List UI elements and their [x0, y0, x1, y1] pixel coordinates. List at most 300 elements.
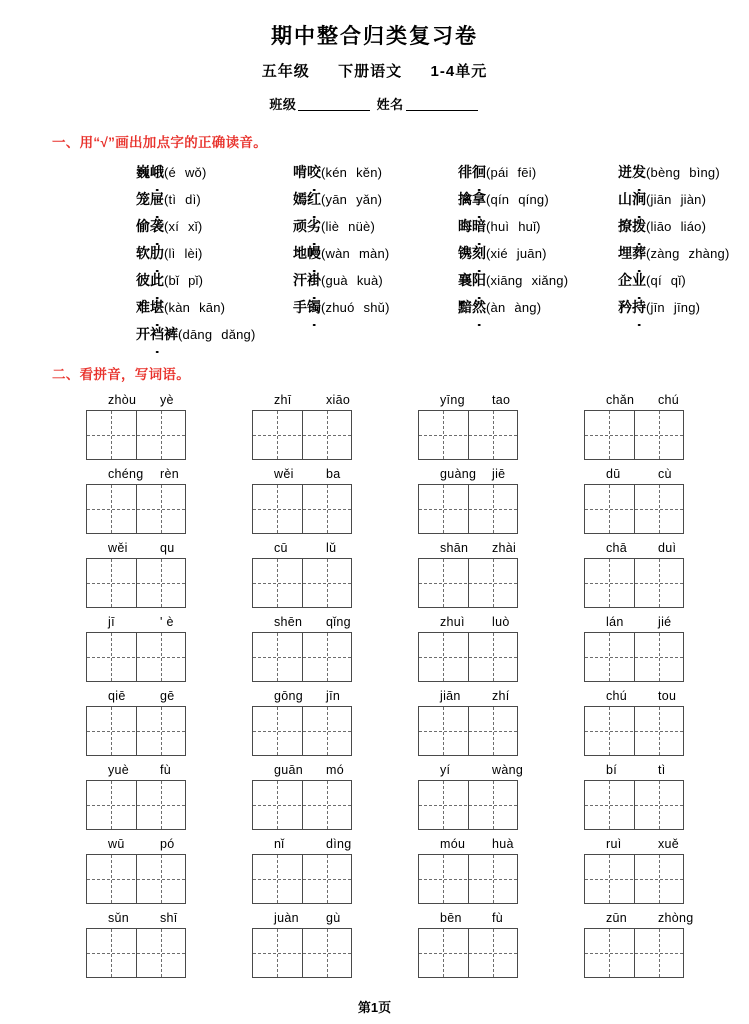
word-char: 徘 [458, 166, 472, 182]
pinyin-choice-item[interactable] [136, 214, 293, 241]
dotted-char: 肋 [150, 242, 164, 268]
tianzige-box[interactable] [252, 632, 352, 682]
tianzige-cell[interactable] [136, 781, 185, 829]
tianzige-cell[interactable] [87, 855, 136, 903]
pinyin-option-b[interactable]: jīng [673, 300, 696, 316]
write-word-cell [418, 834, 584, 908]
tianzige-cell[interactable] [87, 781, 136, 829]
tianzige-cell[interactable] [87, 633, 136, 681]
pinyin-option-a[interactable]: zàng [650, 246, 680, 262]
tianzige-box[interactable] [252, 780, 352, 830]
tianzige-box[interactable] [584, 854, 684, 904]
tianzige-box[interactable] [252, 928, 352, 978]
pinyin-option-a[interactable]: kàn [168, 300, 191, 316]
tianzige-cell[interactable] [419, 707, 468, 755]
write-word-cell [584, 612, 749, 686]
pinyin-option-b[interactable]: kuà [356, 273, 379, 289]
pinyin-choice-item[interactable] [136, 322, 293, 349]
pinyin-option-a[interactable]: bǐ [168, 273, 180, 289]
tianzige-cell[interactable] [87, 485, 136, 533]
tianzige-box[interactable] [584, 632, 684, 682]
pinyin-choice-item[interactable] [458, 187, 618, 214]
tianzige-cell[interactable] [634, 781, 683, 829]
tianzige-cell[interactable] [634, 411, 683, 459]
pinyin-syllable-1: wěi [274, 467, 294, 482]
tianzige-cell[interactable] [419, 855, 468, 903]
pinyin-option-b[interactable]: àng [514, 300, 537, 316]
word-char: 襄 [458, 274, 472, 290]
write-word-cell [252, 760, 418, 834]
pinyin-options: (qí qǐ) [646, 273, 686, 289]
pinyin-option-b[interactable]: qíng [518, 192, 545, 208]
pinyin-options: (dāng dǎng) [178, 327, 256, 343]
tianzige-cell[interactable] [634, 855, 683, 903]
dotted-char: 徊 [472, 161, 486, 187]
tianzige-cell[interactable] [253, 855, 302, 903]
pinyin-option-b[interactable]: xiǎng [531, 273, 564, 289]
pinyin-prompt [86, 908, 252, 928]
tianzige-cell[interactable] [468, 633, 517, 681]
pinyin-option-b[interactable]: fēi [517, 165, 532, 181]
subject-label: 下册语文 [338, 63, 403, 81]
tianzige-cell[interactable] [253, 781, 302, 829]
write-word-cell [86, 908, 252, 982]
word-char: 笼 [136, 193, 150, 209]
pinyin-syllable-1: gōng [274, 689, 304, 704]
choice-word [458, 166, 486, 181]
word-char: 擒 [458, 193, 472, 209]
tianzige-box[interactable] [86, 706, 186, 756]
pinyin-syllable-2: lǔ [326, 541, 337, 556]
dotted-char: 屉 [150, 188, 164, 214]
pinyin-choice-item[interactable] [293, 214, 458, 241]
pinyin-option-b[interactable]: wǒ [184, 165, 202, 181]
write-word-cell [418, 686, 584, 760]
tianzige-cell[interactable] [87, 559, 136, 607]
tianzige-cell[interactable] [585, 411, 634, 459]
pinyin-syllable-1: sǔn [108, 911, 130, 926]
tianzige-cell[interactable] [136, 855, 185, 903]
tianzige-cell[interactable] [302, 707, 351, 755]
pinyin-syllable-1: ruì [606, 837, 622, 852]
pinyin-prompt [252, 464, 418, 484]
pinyin-syllable-1: jī [108, 615, 115, 630]
pinyin-prompt [86, 612, 252, 632]
pinyin-prompt [584, 464, 749, 484]
dotted-char: 堪 [150, 296, 164, 322]
grade-label: 五年级 [261, 63, 310, 81]
pinyin-options: (kén kěn) [321, 165, 383, 181]
pinyin-option-b[interactable]: lèi [184, 246, 199, 262]
tianzige-cell[interactable] [585, 559, 634, 607]
tianzige-cell[interactable] [585, 929, 634, 977]
pinyin-prompt [252, 686, 418, 706]
pinyin-syllable-1: móu [440, 837, 466, 852]
pinyin-option-b[interactable]: nüè [348, 219, 371, 235]
pinyin-choice-item[interactable] [458, 241, 618, 268]
pinyin-option-b[interactable]: liáo [680, 219, 702, 235]
tianzige-cell[interactable] [253, 411, 302, 459]
pinyin-options: (xí xǐ) [164, 219, 203, 235]
pinyin-option-a[interactable]: zhuó [325, 300, 355, 316]
pinyin-prompt [86, 760, 252, 780]
pinyin-options: (zhuó shǔ) [321, 300, 390, 316]
pinyin-option-b[interactable]: juān [516, 246, 543, 262]
pinyin-syllable-1: chā [606, 541, 628, 556]
choice-word [136, 328, 178, 343]
write-word-cell [418, 390, 584, 464]
pinyin-option-a[interactable]: bèng [650, 165, 681, 181]
write-word-cell [418, 538, 584, 612]
tianzige-box[interactable] [418, 854, 518, 904]
tianzige-cell[interactable] [253, 485, 302, 533]
tianzige-cell[interactable] [468, 707, 517, 755]
pinyin-prompt [418, 538, 584, 558]
pinyin-syllable-1: lán [606, 615, 624, 630]
pinyin-prompt [86, 834, 252, 854]
pinyin-syllable-2: cù [658, 467, 672, 482]
name-label: 姓名 [376, 97, 404, 113]
tianzige-cell[interactable] [136, 485, 185, 533]
tianzige-cell[interactable] [468, 411, 517, 459]
tianzige-cell[interactable] [585, 855, 634, 903]
tianzige-cell[interactable] [136, 929, 185, 977]
tianzige-box[interactable] [86, 558, 186, 608]
tianzige-cell[interactable] [87, 707, 136, 755]
pinyin-choice-item[interactable] [618, 214, 749, 241]
write-word-cell [252, 464, 418, 538]
pinyin-choice-item[interactable] [618, 295, 749, 322]
pinyin-syllable-2: xiāo [326, 393, 351, 408]
tianzige-box[interactable] [418, 780, 518, 830]
dotted-char: 葬 [632, 242, 646, 268]
tianzige-cell[interactable] [87, 411, 136, 459]
pinyin-option-b[interactable]: jiàn [680, 192, 702, 208]
pinyin-prompt [418, 760, 584, 780]
pinyin-syllable-1: nǐ [274, 837, 285, 852]
word-char: 开 [136, 328, 150, 344]
pinyin-option-a[interactable]: jiān [650, 192, 672, 208]
pinyin-option-a[interactable]: jīn [650, 300, 665, 316]
tianzige-cell[interactable] [634, 929, 683, 977]
pinyin-option-b[interactable]: pǐ [188, 273, 199, 289]
word-char: 山 [618, 193, 632, 209]
pinyin-option-b[interactable]: qǐ [670, 273, 682, 289]
tianzige-cell[interactable] [468, 929, 517, 977]
tianzige-cell[interactable] [302, 411, 351, 459]
word-char: 汗 [293, 274, 307, 290]
pinyin-syllable-2: ba [326, 467, 341, 482]
word-char: 啃 [293, 166, 307, 182]
tianzige-cell[interactable] [585, 485, 634, 533]
page-footer: 第1页 [357, 1000, 392, 1015]
pinyin-option-a[interactable]: guà [325, 273, 348, 289]
pinyin-syllable-1: yīng [440, 393, 465, 408]
pinyin-syllable-1: juàn [274, 911, 299, 926]
dotted-char: 拿 [472, 188, 486, 214]
pinyin-choice-item[interactable] [618, 241, 749, 268]
pinyin-choice-item[interactable] [458, 295, 618, 322]
pinyin-option-a[interactable]: liè [325, 219, 340, 235]
tianzige-box[interactable] [584, 484, 684, 534]
pinyin-syllable-1: guàng [440, 467, 477, 482]
tianzige-box[interactable] [252, 558, 352, 608]
tianzige-cell[interactable] [468, 781, 517, 829]
pinyin-option-b[interactable]: zhàng [688, 246, 725, 262]
choice-word [136, 166, 164, 181]
pinyin-option-b[interactable]: huǐ [518, 219, 537, 235]
pinyin-option-a[interactable]: é [168, 165, 176, 181]
pinyin-choice-item[interactable] [136, 295, 293, 322]
pinyin-choice-item[interactable] [136, 160, 293, 187]
pinyin-prompt [252, 612, 418, 632]
pinyin-syllable-1: bí [606, 763, 618, 778]
tianzige-cell[interactable] [302, 633, 351, 681]
dotted-char: 涧 [632, 188, 646, 214]
pinyin-prompt [252, 908, 418, 928]
write-word-cell [86, 464, 252, 538]
tianzige-box[interactable] [418, 484, 518, 534]
tianzige-box[interactable] [86, 484, 186, 534]
pinyin-option-a[interactable]: qín [490, 192, 510, 208]
choice-word [136, 301, 164, 316]
write-word-cell [418, 464, 584, 538]
pinyin-option-b[interactable]: kān [199, 300, 221, 316]
pinyin-choice-item[interactable] [618, 187, 749, 214]
pinyin-option-a[interactable]: wàn [325, 246, 350, 262]
dotted-char: 峨 [150, 161, 164, 187]
pinyin-choice-item[interactable] [293, 295, 458, 322]
tianzige-box[interactable] [584, 558, 684, 608]
dotted-char: 红 [307, 188, 321, 214]
tianzige-box[interactable] [418, 928, 518, 978]
pinyin-syllable-1: zhòu [108, 393, 137, 408]
tianzige-cell[interactable] [634, 559, 683, 607]
dotted-char: 袭 [150, 215, 164, 241]
tianzige-cell[interactable] [634, 485, 683, 533]
pinyin-syllable-1: shēn [274, 615, 303, 630]
choice-word [293, 193, 321, 208]
name-blank-field[interactable] [406, 97, 478, 111]
pinyin-choice-item[interactable] [293, 160, 458, 187]
tianzige-box[interactable] [86, 928, 186, 978]
pinyin-syllable-2: dìng [326, 837, 352, 852]
pinyin-syllable-2: rèn [160, 467, 179, 482]
pinyin-option-a[interactable]: lì [168, 246, 176, 262]
pinyin-choice-item[interactable] [136, 241, 293, 268]
pinyin-syllable-2: huà [492, 837, 514, 852]
dotted-char: 业 [632, 269, 646, 295]
pinyin-option-a[interactable]: xié [490, 246, 508, 262]
section-1-heading: 一、用“√”画出加点字的正确读音。 [52, 135, 268, 151]
write-word-cell [86, 390, 252, 464]
tianzige-cell[interactable] [302, 559, 351, 607]
tianzige-cell[interactable] [419, 633, 468, 681]
pinyin-syllable-1: zhī [274, 393, 292, 408]
tianzige-box[interactable] [418, 558, 518, 608]
pinyin-option-a[interactable]: kén [325, 165, 348, 181]
pinyin-options: (xié juān) [486, 246, 547, 262]
tianzige-box[interactable] [418, 410, 518, 460]
pinyin-syllable-1: cū [274, 541, 288, 556]
pinyin-options: (yān yǎn) [321, 192, 383, 208]
pinyin-option-a[interactable]: liāo [650, 219, 672, 235]
pinyin-syllable-2: wàng [492, 763, 524, 778]
dotted-char: 劣 [307, 215, 321, 241]
pinyin-option-b[interactable]: dì [185, 192, 197, 208]
word-char: 埋 [618, 247, 632, 263]
pinyin-option-a[interactable]: tì [168, 192, 177, 208]
pinyin-option-b[interactable]: xǐ [188, 219, 198, 235]
pinyin-options: (é wǒ) [164, 165, 207, 181]
tianzige-cell[interactable] [419, 485, 468, 533]
write-word-cell [584, 538, 749, 612]
tianzige-box[interactable] [418, 632, 518, 682]
word-char: 彼 [136, 274, 150, 290]
pinyin-prompt [86, 390, 252, 410]
pinyin-option-b[interactable]: màn [358, 246, 385, 262]
tianzige-cell[interactable] [585, 633, 634, 681]
pinyin-choice-item[interactable] [618, 160, 749, 187]
tianzige-cell[interactable] [468, 855, 517, 903]
tianzige-cell[interactable] [634, 707, 683, 755]
dotted-char: 拨 [632, 215, 646, 241]
word-char: 晦 [458, 220, 472, 236]
dotted-char: 阳 [472, 269, 486, 295]
pinyin-choice-item[interactable] [618, 268, 749, 295]
tianzige-box[interactable] [584, 780, 684, 830]
dotted-char: 褂 [307, 269, 321, 295]
pinyin-option-b[interactable]: dǎng [221, 327, 251, 343]
tianzige-cell[interactable] [468, 485, 517, 533]
tianzige-cell[interactable] [419, 929, 468, 977]
tianzige-cell[interactable] [253, 929, 302, 977]
tianzige-box[interactable] [584, 410, 684, 460]
pinyin-option-a[interactable]: huì [490, 219, 510, 235]
pinyin-option-b[interactable]: bìng [689, 165, 716, 181]
pinyin-options: (wàn màn) [321, 246, 390, 262]
tianzige-cell[interactable] [302, 855, 351, 903]
pinyin-choice-item[interactable] [458, 160, 618, 187]
tianzige-box[interactable] [252, 484, 352, 534]
pinyin-choice-item[interactable] [293, 241, 458, 268]
pinyin-prompt [584, 686, 749, 706]
pinyin-option-b[interactable]: yǎn [356, 192, 378, 208]
dotted-char: 然 [472, 296, 486, 322]
pinyin-choice-item[interactable] [293, 187, 458, 214]
pinyin-option-a[interactable]: pái [490, 165, 509, 181]
pinyin-options: (jiān jiàn) [646, 192, 707, 208]
tianzige-cell[interactable] [253, 707, 302, 755]
tianzige-cell[interactable] [136, 559, 185, 607]
choice-word [618, 301, 646, 316]
tianzige-box[interactable] [86, 632, 186, 682]
tianzige-cell[interactable] [585, 707, 634, 755]
pinyin-syllable-2: xuě [658, 837, 680, 852]
word-char: 企 [618, 274, 632, 290]
student-info-line [0, 94, 749, 113]
pinyin-choice-item[interactable] [293, 268, 458, 295]
pinyin-syllable-1: dū [606, 467, 621, 482]
write-word-cell [252, 834, 418, 908]
pinyin-option-a[interactable]: yān [325, 192, 348, 208]
tianzige-cell[interactable] [419, 559, 468, 607]
pinyin-syllable-2: fù [492, 911, 504, 926]
pinyin-prompt [418, 464, 584, 484]
tianzige-box[interactable] [584, 928, 684, 978]
pinyin-options: (jīn jīng) [646, 300, 701, 316]
tianzige-box[interactable] [86, 780, 186, 830]
class-blank-field[interactable] [298, 97, 370, 111]
tianzige-cell[interactable] [634, 633, 683, 681]
pinyin-option-b[interactable]: kěn [356, 165, 378, 181]
pinyin-choice-item[interactable] [136, 187, 293, 214]
word-char: 地 [293, 247, 307, 263]
tianzige-box[interactable] [86, 854, 186, 904]
units-label: 1-4单元 [430, 63, 488, 81]
tianzige-cell[interactable] [253, 559, 302, 607]
tianzige-cell[interactable] [302, 485, 351, 533]
tianzige-cell[interactable] [302, 929, 351, 977]
pinyin-options: (lì lèi) [164, 246, 203, 262]
choice-word [136, 247, 164, 262]
tianzige-cell[interactable] [136, 707, 185, 755]
pinyin-option-a[interactable]: xiāng [490, 273, 523, 289]
tianzige-cell[interactable] [87, 929, 136, 977]
pinyin-options: (pái fēi) [486, 165, 537, 181]
tianzige-box[interactable] [252, 410, 352, 460]
choice-word [618, 220, 646, 235]
choice-word [618, 274, 646, 289]
pinyin-choice-item[interactable] [458, 214, 618, 241]
tianzige-cell[interactable] [585, 781, 634, 829]
tianzige-cell[interactable] [136, 633, 185, 681]
tianzige-box[interactable] [252, 706, 352, 756]
choice-word [136, 193, 164, 208]
tianzige-cell[interactable] [302, 781, 351, 829]
pinyin-choice-item[interactable] [136, 268, 293, 295]
pinyin-prompt [418, 612, 584, 632]
pinyin-option-a[interactable]: qí [650, 273, 662, 289]
tianzige-box[interactable] [252, 854, 352, 904]
tianzige-cell[interactable] [419, 411, 468, 459]
pinyin-options: (bǐ pǐ) [164, 273, 204, 289]
pinyin-option-b[interactable]: shǔ [363, 300, 386, 316]
pinyin-choice-item[interactable] [458, 268, 618, 295]
pinyin-option-a[interactable]: àn [490, 300, 506, 316]
write-word-cell [418, 612, 584, 686]
pinyin-syllable-1: jiān [440, 689, 461, 704]
word-char: 黯 [458, 301, 472, 317]
tianzige-cell[interactable] [419, 781, 468, 829]
tianzige-box[interactable] [86, 410, 186, 460]
pinyin-syllable-2: jié [658, 615, 672, 630]
dotted-char: 镯 [307, 296, 321, 322]
pinyin-syllable-1: shān [440, 541, 469, 556]
word-char: 迸 [618, 166, 632, 182]
tianzige-cell[interactable] [468, 559, 517, 607]
pinyin-syllable-2: gù [326, 911, 341, 926]
tianzige-cell[interactable] [136, 411, 185, 459]
tianzige-cell[interactable] [253, 633, 302, 681]
tianzige-box[interactable] [584, 706, 684, 756]
pinyin-option-a[interactable]: dāng [182, 327, 213, 343]
pinyin-option-a[interactable]: xí [168, 219, 180, 235]
pinyin-syllable-2: fù [160, 763, 172, 778]
tianzige-box[interactable] [418, 706, 518, 756]
choice-word [136, 274, 164, 289]
pinyin-syllable-2: jiē [492, 467, 506, 482]
